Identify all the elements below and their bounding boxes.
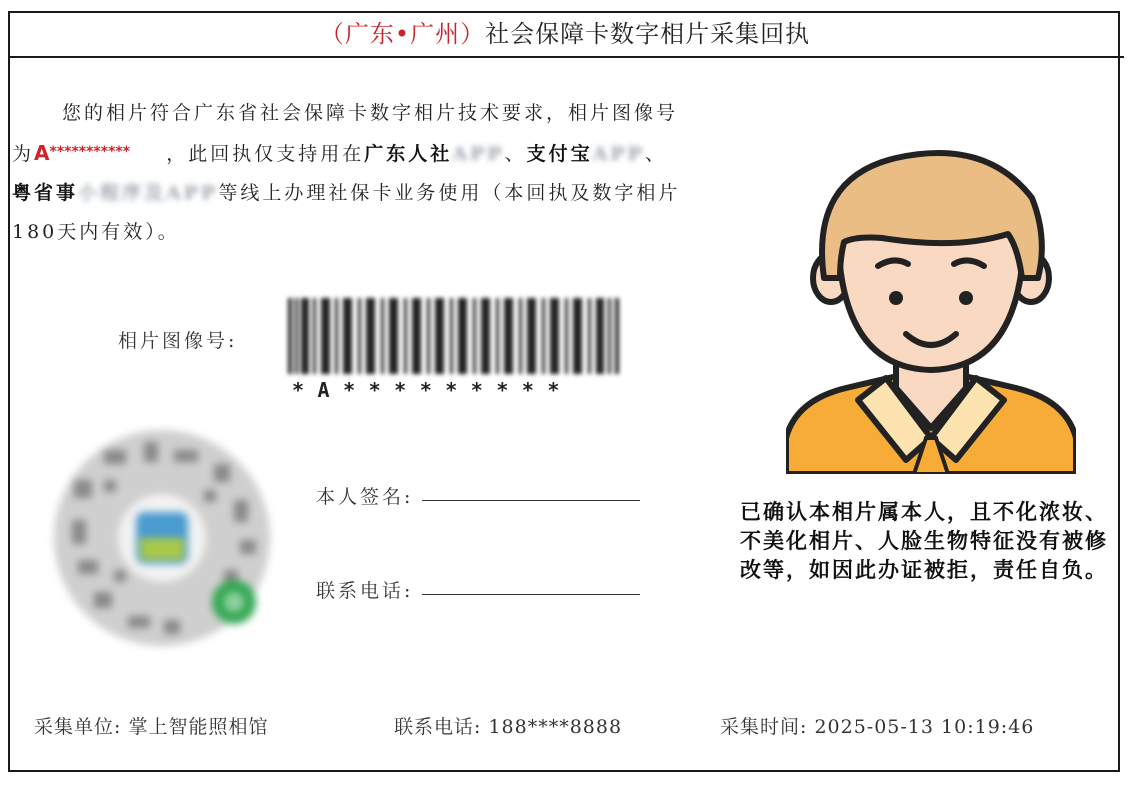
signature-line[interactable] <box>422 500 640 501</box>
barcode-caption: *A********* <box>292 378 573 402</box>
qr-code-icon <box>44 420 280 656</box>
para-text-4: 、 <box>644 143 667 165</box>
app-name-yss: 粤省事 <box>12 182 79 204</box>
signature-label: 本人签名: <box>316 486 414 508</box>
image-code-masked: *********** <box>49 144 131 160</box>
para-text-2: ，此回执仅支持用在 <box>166 143 365 165</box>
phone-line[interactable] <box>422 594 640 595</box>
photo-id-label: 相片图像号: <box>118 330 238 352</box>
masked-text-1: APP <box>452 143 505 165</box>
footer-time: 采集时间: 2025-05-13 10:19:46 <box>720 716 1035 738</box>
app-name-alipay: 支付宝 <box>526 143 593 165</box>
masked-text-2: APP <box>592 143 645 165</box>
image-code-letter: A <box>34 141 50 165</box>
receipt-title <box>0 14 1130 49</box>
title-divider <box>8 56 1124 58</box>
title-region: （广东•广州） <box>319 20 486 48</box>
avatar-illustration <box>786 138 1076 474</box>
title-main: 社会保障卡数字相片采集回执 <box>485 20 811 48</box>
phone-label: 联系电话: <box>316 580 414 602</box>
para-text-5: 等线上办理社保卡业务使用（本回执及数字相片180天内有效）。 <box>12 182 681 243</box>
para-text-3: 、 <box>504 143 527 165</box>
footer-unit: 采集单位: 掌上智能照相馆 <box>34 716 269 738</box>
app-name-gdrs: 广东人社 <box>364 143 453 165</box>
footer-phone: 联系电话: 188****8888 <box>394 716 623 738</box>
masked-text-3: 小程序及APP <box>78 182 219 204</box>
para-text-1: 您的相片符合广东省社会保障卡数字相片技术要求，相片图像号为 <box>12 102 679 165</box>
barcode <box>288 298 624 374</box>
confirmation-statement: 已确认本相片属本人，且不化浓妆、不美化相片、人脸生物特征没有被修改等，如因此办证被拒，责任自负。 <box>740 500 1108 582</box>
compliance-paragraph <box>12 94 684 252</box>
